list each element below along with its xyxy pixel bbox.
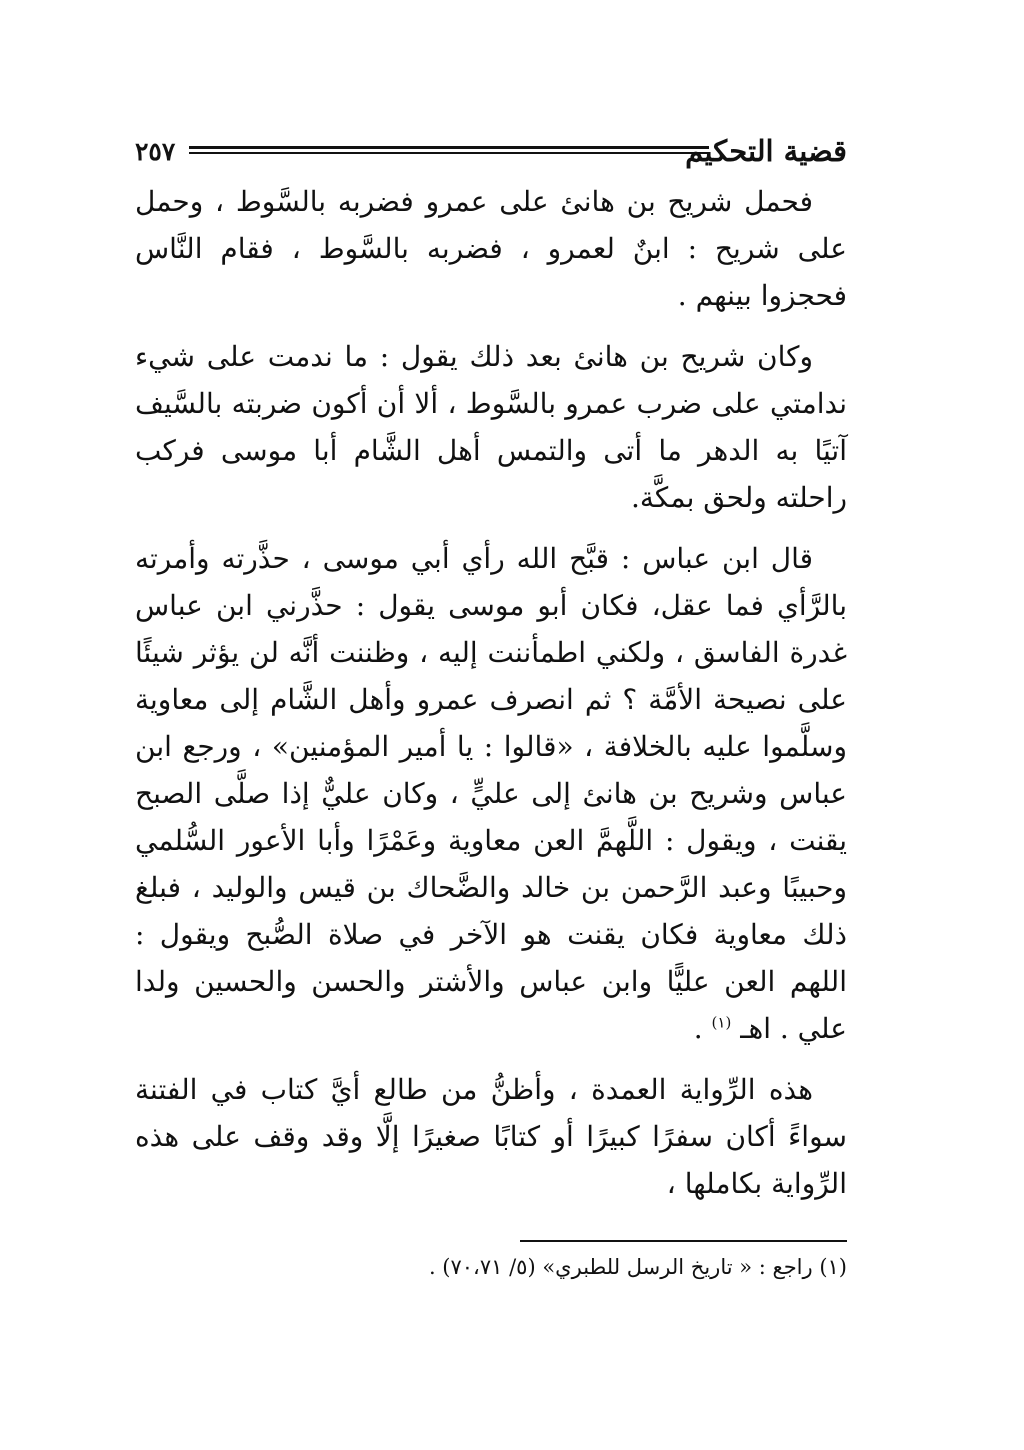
paragraph-4-text: هذه الرِّواية العمدة ، وأظنُّ من طالع أيَّ كتاب في الفتنة سواءً أكان سفرًا كبيرًا أو كتابًا صغيرًا إلَّا وقد وقف على هذه الرِّواية بكاملها ، [135, 1073, 848, 1200]
paragraph-3 [135, 535, 847, 1052]
main-text [135, 178, 847, 1221]
footnote-reference[interactable]: (١) [711, 1013, 732, 1032]
footnote-divider [520, 1240, 847, 1242]
paragraph-3-text: قال ابن عباس : قبَّح الله رأي أبي موسى ، حذَّرته وأمرته بالرَّأي فما عقل، فكان أبو موسى يقول : حذَّرني ابن عباس غدرة الفاسق ، ولكني اطمأننت إليه ، وظننت أنَّه لن يؤثر شيئًا على نصيحة الأمَّة ؟ ثم انصرف عمرو وأهل الشَّام إلى معاوية وسلَّموا عليه بالخلافة ، «قالوا : يا أمير المؤمنين» ، ورجع ابن عباس وشريح بن هانئ إلى عليٍّ ، وكان عليٌّ إذا صلَّى الصبح يقنت ، ويقول : اللَّهمَّ العن معاوية وعَمْرًا وأبا الأعور السُّلمي وحبيبًا وعبد الرَّحمن بن خالد والضَّحاك بن قيس والوليد ، فبلغ ذلك معاوية فكان يقنت هو الآخر في صلاة الصُّبح ويقول : اللهم العن عليًّا وابن عباس والأشتر والحسن والحسين ولدا علي . اهـ [135, 542, 848, 1045]
header-rule [189, 146, 709, 154]
paragraph-1 [135, 178, 847, 319]
paragraph-3-end: . [693, 1012, 712, 1045]
footnote-text: (١) راجع : « تاريخ الرسل للطبري» (٥/ ٧٠،٧١) . [428, 1255, 847, 1279]
paragraph-4 [135, 1066, 847, 1207]
page-number: ٢٥٧ [135, 137, 176, 166]
footnote [400, 1250, 847, 1284]
running-title: قضية التحكيم [685, 134, 847, 168]
paragraph-2-text: وكان شريح بن هانئ بعد ذلك يقول : ما ندمت على شيء ندامتي على ضرب عمرو بالسَّوط ، ألا أن أكون ضربته بالسَّيف آتيًا به الدهر ما أتى والتمس أهل الشَّام أبا موسى فركب راحلته ولحق بمكَّة. [135, 340, 847, 514]
paragraph-1-text: فحمل شريح بن هانئ على عمرو فضربه بالسَّوط ، وحمل على شريح : ابنٌ لعمرو ، فضربه بالسَّوط ، فقام النَّاس فحجزوا بينهم . [135, 185, 847, 312]
paragraph-2 [135, 333, 847, 521]
page-header [135, 132, 847, 176]
